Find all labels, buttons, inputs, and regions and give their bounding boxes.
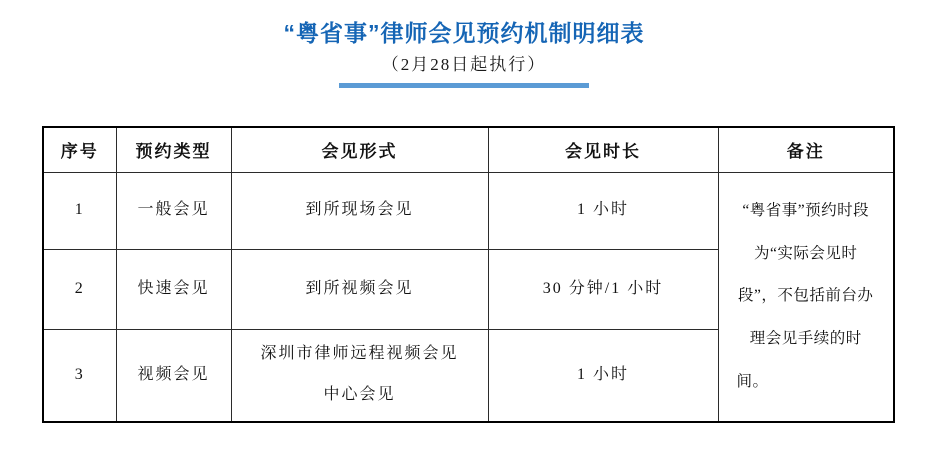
page-title: “粤省事”律师会见预约机制明细表 bbox=[283, 20, 645, 46]
column-header-duration: 会见时长 bbox=[488, 127, 718, 172]
cell-no-1: 1 bbox=[43, 172, 116, 249]
cell-duration-1: 1 小时 bbox=[488, 172, 718, 249]
column-header-remark: 备注 bbox=[718, 127, 894, 172]
cell-duration-3: 1 小时 bbox=[488, 329, 718, 422]
cell-remark-merged: “粤省事”预约时段为“实际会见时段”，不包括前台办理会见手续的时间。 bbox=[718, 172, 894, 422]
cell-type-3: 视频会见 bbox=[116, 329, 231, 422]
appointment-table bbox=[42, 126, 895, 423]
cell-form-1: 到所现场会见 bbox=[231, 172, 488, 249]
cell-no-2: 2 bbox=[43, 249, 116, 329]
cell-no-3: 3 bbox=[43, 329, 116, 422]
page-subtitle: （2月28日起执行） bbox=[381, 55, 547, 74]
table-header-row bbox=[43, 127, 894, 172]
cell-form-3: 深圳市律师远程视频会见中心会见 bbox=[231, 329, 488, 422]
cell-type-2: 快速会见 bbox=[116, 249, 231, 329]
cell-type-1: 一般会见 bbox=[116, 172, 231, 249]
column-header-form: 会见形式 bbox=[231, 127, 488, 172]
column-header-type: 预约类型 bbox=[116, 127, 231, 172]
cell-form-2: 到所视频会见 bbox=[231, 249, 488, 329]
subtitle-rule bbox=[339, 83, 589, 88]
column-header-no: 序号 bbox=[43, 127, 116, 172]
table-row bbox=[43, 172, 894, 249]
cell-duration-2: 30 分钟/1 小时 bbox=[488, 249, 718, 329]
